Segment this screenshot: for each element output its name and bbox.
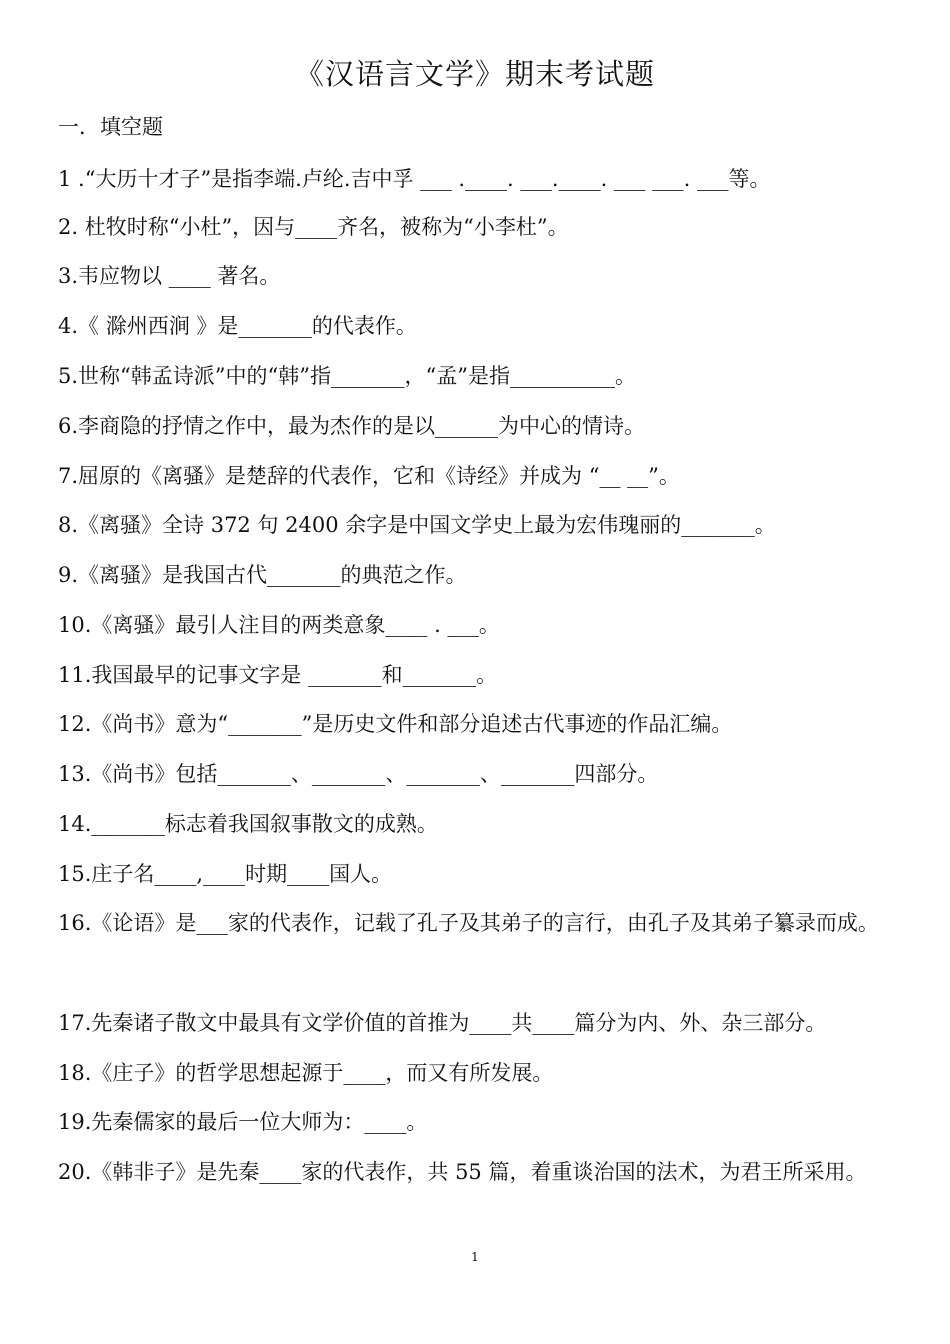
question-1: 1 .“大历十才子”是指李端.卢纶.吉中孚 ___ .____. ___.____. ___ ___. ___等。 bbox=[58, 167, 771, 191]
question-10: 10.《离骚》最引人注目的两类意象____ . ___。 bbox=[58, 613, 500, 637]
section-heading: 一．填空题 bbox=[58, 115, 163, 139]
question-9: 9.《离骚》是我国古代_______的典范之作。 bbox=[58, 563, 467, 587]
question-4: 4.《 滁州西涧 》是_______的代表作。 bbox=[58, 314, 417, 338]
question-8: 8.《离骚》全诗 372 句 2400 余字是中国文学史上最为宏伟瑰丽的_______。 bbox=[58, 513, 776, 537]
page-title: 《汉语言文学》期末考试题 bbox=[294, 57, 655, 91]
question-2: 2. 杜牧时称“小杜”，因与____齐名，被称为“小李杜”。 bbox=[58, 215, 569, 239]
question-17: 17.先秦诸子散文中最具有文学价值的首推为____共____篇分为内、外、杂三部分。 bbox=[58, 1011, 827, 1035]
question-19: 19.先秦儒家的最后一位大师为：____。 bbox=[58, 1110, 428, 1134]
question-3: 3.韦应物以 ____ 著名。 bbox=[58, 264, 281, 288]
question-18: 18.《庄子》的哲学思想起源于____，而又有所发展。 bbox=[58, 1061, 554, 1085]
question-13: 13.《尚书》包括_______、_______、_______、_______四部分。 bbox=[58, 762, 659, 786]
page-number: 1 bbox=[471, 1250, 479, 1264]
question-6: 6.李商隐的抒情之作中，最为杰作的是以______为中心的情诗。 bbox=[58, 414, 646, 438]
question-7: 7.屈原的《离骚》是楚辞的代表作，它和《诗经》并成为 “__ __”。 bbox=[58, 464, 680, 488]
question-12: 12.《尚书》意为“_______”是历史文件和部分追述古代事迹的作品汇编。 bbox=[58, 712, 733, 736]
question-5: 5.世称“韩孟诗派”中的“韩”指_______，“孟”是指__________。 bbox=[58, 364, 636, 388]
question-14: 14._______标志着我国叙事散文的成熟。 bbox=[58, 812, 438, 836]
question-11: 11.我国最早的记事文字是 _______和_______。 bbox=[58, 663, 498, 687]
question-20: 20.《韩非子》是先秦____家的代表作，共 55 篇，着重谈治国的法术，为君王所采用。 bbox=[58, 1160, 867, 1184]
question-15: 15.庄子名____,____时期____国人。 bbox=[58, 862, 393, 886]
question-16: 16.《论语》是___家的代表作，记载了孔子及其弟子的言行，由孔子及其弟子纂录而成。 bbox=[58, 911, 879, 935]
